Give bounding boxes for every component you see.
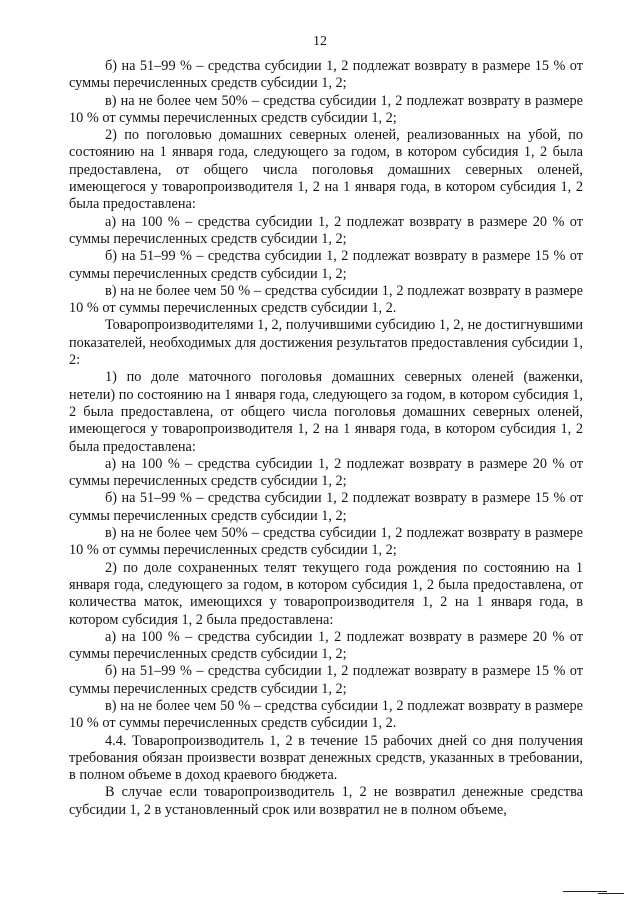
paragraph-2-slaughter: 2) по поголовью домашних северных оленей, реализованных на убой, по состоянию на 1 января года, следующего за годом, в котором субсидия 1, 2 была предоставлена, от общего числа поголовья домашних северных оленей, имеющегося у товаропроизводителя 1, 2 на 1 января года, в котором субсидия 1, 2 была предоставлена: — [69, 127, 583, 213]
paragraph-breeding-a-100: а) на 100 % – средства субсидии 1, 2 подлежат возврату в размере 20 % от суммы перечисленных средств субсидии 1, 2; — [69, 455, 583, 490]
paragraph-2-v-50: в) на не более чем 50 % – средства субсидии 1, 2 подлежат возврату в размере 10 % от суммы перечисленных средств субсидии 1, 2. — [69, 282, 583, 317]
paragraph-calves-v-50: в) на не более чем 50 % – средства субсидии 1, 2 подлежат возврату в размере 10 % от суммы перечисленных средств субсидии 1, 2. — [69, 697, 583, 732]
paragraph-breeding-b-51-99: б) на 51–99 % – средства субсидии 1, 2 подлежат возврату в размере 15 % от суммы перечисленных средств субсидии 1, 2; — [69, 490, 583, 524]
paragraph-4-4-refund: 4.4. Товаропроизводитель 1, 2 в течение 15 рабочих дней со дня получения требования обязан произвести возврат денежных средств, указанных в требовании, в полном объеме в доход краевого бюджета. — [69, 732, 583, 784]
paragraph-calves: 2) по доле сохраненных телят текущего года рождения по состоянию на 1 января года, следующего за годом, в котором субсидия 1, 2 была предоставлена, от количества маток, имеющихся у товаропроизводителя 1, 2 на 1 января года, в котором субсидия 1, 2 была предоставлена: — [69, 559, 583, 628]
paragraph-calves-a-100: а) на 100 % – средства субсидии 1, 2 подлежат возврату в размере 20 % от суммы перечисленных средств субсидии 1, 2; — [69, 628, 583, 663]
paragraph-1-v-50: в) на не более чем 50% – средства субсидии 1, 2 подлежат возврату в размере 10 % от суммы перечисленных средств субсидии 1, 2; — [69, 92, 583, 126]
paragraph-calves-b-51-99: б) на 51–99 % – средства субсидии 1, 2 подлежат возврату в размере 15 % от суммы перечисленных средств субсидии 1, 2; — [69, 663, 583, 697]
document-body — [69, 58, 583, 819]
paragraph-1-b-51-99: б) на 51–99 % – средства субсидии 1, 2 подлежат возврату в размере 15 % от суммы перечисленных средств субсидии 1, 2; — [69, 58, 583, 92]
footer-rule-short — [598, 893, 624, 894]
paragraph-2-a-100: а) на 100 % – средства субсидии 1, 2 подлежат возврату в размере 20 % от суммы перечисленных средств субсидии 1, 2; — [69, 213, 583, 247]
paragraph-breeding-stock: 1) по доле маточного поголовья домашних северных оленей (важенки, нетели) по состоянию на 1 января года, следующего за годом, в котором субсидия 1, 2 была предоставлена, от общего числа поголовья домашних северных оленей, имеющегося у товаропроизводителя 1, 2 на 1 января года, в котором субсидия 1, 2 была предоставлена: — [69, 369, 583, 455]
paragraph-producers-not-reached: Товаропроизводителями 1, 2, получившими субсидию 1, 2, не достигнувшими показателей, необходимых для достижения результатов предоставления субсидии 1, 2: — [69, 317, 583, 369]
paragraph-if-not-returned: В случае если товаропроизводитель 1, 2 не возвратил денежные средства субсидии 1, 2 в установленный срок или возвратил не в полном объеме, — [69, 784, 583, 818]
paragraph-breeding-v-50: в) на не более чем 50% – средства субсидии 1, 2 подлежат возврату в размере 10 % от суммы перечисленных средств субсидии 1, 2; — [69, 525, 583, 559]
footer-rule — [563, 891, 607, 892]
page-number: 12 — [313, 34, 327, 49]
paragraph-2-b-51-99: б) на 51–99 % – средства субсидии 1, 2 подлежат возврату в размере 15 % от суммы перечисленных средств субсидии 1, 2; — [69, 248, 583, 282]
